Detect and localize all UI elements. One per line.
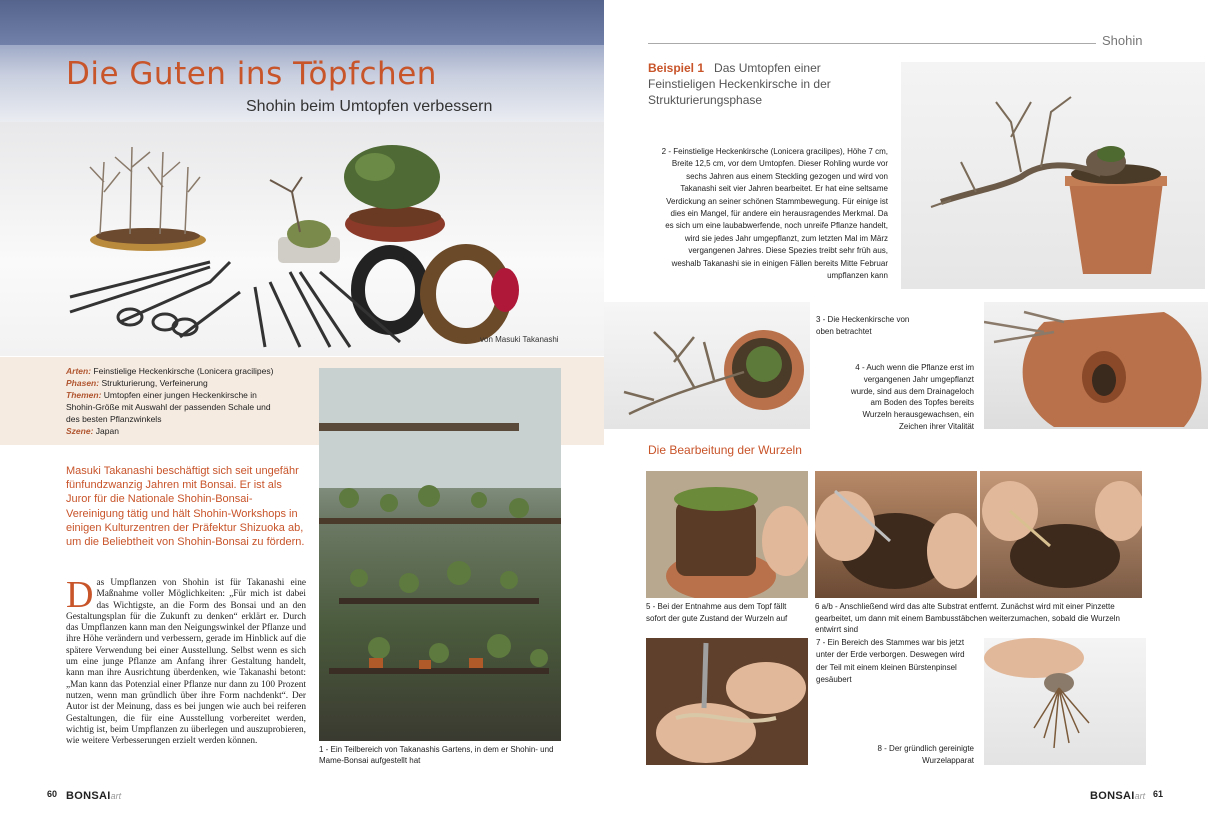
garden-photo [319,368,561,741]
intro-text: Masuki Takanashi beschäftigt sich seit ungefähr fünfundzwanzig Jahren mit Bonsai. Er ist als Juror für die Nationale Shohin-Bonsai-Vereinigung tätig und hält Shohin-Workshops in einigen Kulturzentren der Präfektur Shizuoka ab, um die Beliebtheit von Shohin-Bonsai zu fördern. [66,465,305,549]
brand-logo-left [66,786,121,804]
info-value: Shohin-Größe mit Auswahl der passenden Schale und [66,402,271,412]
page-number-right: 61 [1153,789,1164,799]
example-title: Das Umtopfen einer Feinstieligen Heckenkirsche in der Strukturierungsphase [648,61,831,107]
info-value: Strukturierung, Verfeinerung [101,378,208,388]
caption-3: 3 - Die Heckenkirsche von oben betrachtet [816,315,910,336]
caption-2: 2 - Feinstielige Heckenkirsche (Lonicera gracilipes), Höhe 7 cm, Breite 12,5 cm, vor dem Umtopfen. Dieser Rohling wurde vor sechs Jahren aus einem Steckling gezogen und wird von Takanashi seit vier Jahren bearbeitet. Er hat eine seltsame Verdickung an seiner schönen Stammbewegung. Für einige ist dies ein Mangel, für andere ein herausragendes Merkmal. Da es sich um eine laubabwerfende, noch unreife Pflanze handelt, wird sie jedes Jahr umgepflanzt, zum letzten Mal im März vergangenen Jahres. Diese Spezies treibt sehr früh aus, weshalb Takanashi sie in einigen Fällen bereits Mitte Februar umpflanzen kann [661,147,888,281]
clean-roots-photo [984,638,1146,765]
info-line-scene [66,426,119,436]
photo-credit: von Masuki Takanashi [480,335,559,344]
brand-sub: art [110,791,122,801]
info-key: Phasen: [66,378,100,388]
caption-7: 7 - Ein Bereich des Stammes war bis jetzt unter der Erde verborgen. Deswegen wird der Teil mit einem kleinen Bürstenpinsel gesäubert [816,638,965,684]
caption-4: 4 - Auch wenn die Pflanze erst im vergangenen Jahr umgepflanzt wurde, sind aus dem Drainageloch am Boden des Topfes bereits Wurzeln herausgewachsen, ein Zeichen ihrer Vitalität [850,363,974,431]
example-heading [648,60,878,108]
info-value: des besten Pflanzwinkels [66,414,162,424]
brand-logo-right [1090,786,1145,804]
brand-sub: art [1134,791,1146,801]
info-line-species [66,366,273,376]
root-removal-photo [646,471,808,598]
info-key: Szene: [66,426,94,436]
drop-cap: D [66,574,94,616]
body-paragraph: as Umpflanzen von Shohin ist für Takanashi eine Maßnahme voller Möglichkeiten: „Für mich ist dabei das Wichtigste, an die Form des Bonsai und an den Gestaltungsplan für die Zukunft zu denken“ erklärt er. Durch das Umpflanzen kann man den Neigungswinkel der Pflanze und ihre Höhe verändern und verbessern, gerade im Hinblick auf die spätere Verwendung bei einer Ausstellung. Selbst wenn es sich um eine junge Pflanze am Anfang ihrer Gestaltung handelt, kann man ihre Ausrichtung überdenken, wie Takanashi betont: „Man kann das Potenzial einer Pflanze nur dann zu 100 Prozent nutzen, wenn man gründlich über ihre Form nachdenkt“. Der Autor ist der Meinung, dass es bei jungen wie auch bei reiferen Gestaltungen, die für eine Ausstellung vorbereitet werden, wichtig ist, beim Umpflanzen zu überlegen und auszuprobieren, wie weitere Verbesserungen erzielt werden können. [66,578,306,747]
info-line-topics-cont2 [66,414,161,424]
caption-8: 8 - Der gründlich gereinigte Wurzelapparat [877,744,974,766]
brand-name: BONSAI [1090,790,1135,802]
example-label: Beispiel 1 [648,61,705,75]
brand-name: BONSAI [66,790,111,802]
top-color-strip [0,0,604,45]
info-line-topics-cont [66,402,271,412]
info-line-phases [66,378,208,388]
tree-top-photo [604,302,810,429]
info-key: Arten: [66,366,92,376]
article-subtitle: Shohin beim Umtopfen verbessern [246,98,493,115]
caption-6: 6 a/b - Anschließend wird das alte Substrat entfernt. Zunächst wird mit einer Pinzette gearbeitet, um dann mit einem Bambusstäbchen weiterzumachen, sobald die Wurzeln entwirrt sind [815,602,1120,634]
body-text [66,574,306,747]
tree-side-photo [901,62,1205,289]
info-value: Umtopfen einer jungen Heckenkirsche in [103,390,257,400]
page-number-left: 60 [47,789,58,799]
info-key: Themen: [66,390,102,400]
pot-drainage-photo [984,302,1208,429]
section-label: Shohin [1102,33,1143,48]
info-value: Feinstielige Heckenkirsche (Lonicera gracilipes) [93,366,274,376]
article-title: Die Guten ins Töpfchen [66,56,437,92]
caption-1: 1 - Ein Teilbereich von Takanashis Gartens, in dem er Shohin- und Mame-Bonsai aufgestellt hat [319,745,554,765]
roots-section-heading: Die Bearbeitung der Wurzeln [648,443,802,457]
bamboo-stick-photo [980,471,1142,598]
section-rule [648,43,1096,44]
bonsai-tools-photo [0,122,604,356]
info-line-topics [66,390,257,400]
caption-5: 5 - Bei der Entnahme aus dem Topf fällt sofort der gute Zustand der Wurzeln auf [646,602,788,623]
info-value: Japan [95,426,119,436]
tweezers-photo [815,471,977,598]
brush-cleaning-photo [646,638,808,765]
